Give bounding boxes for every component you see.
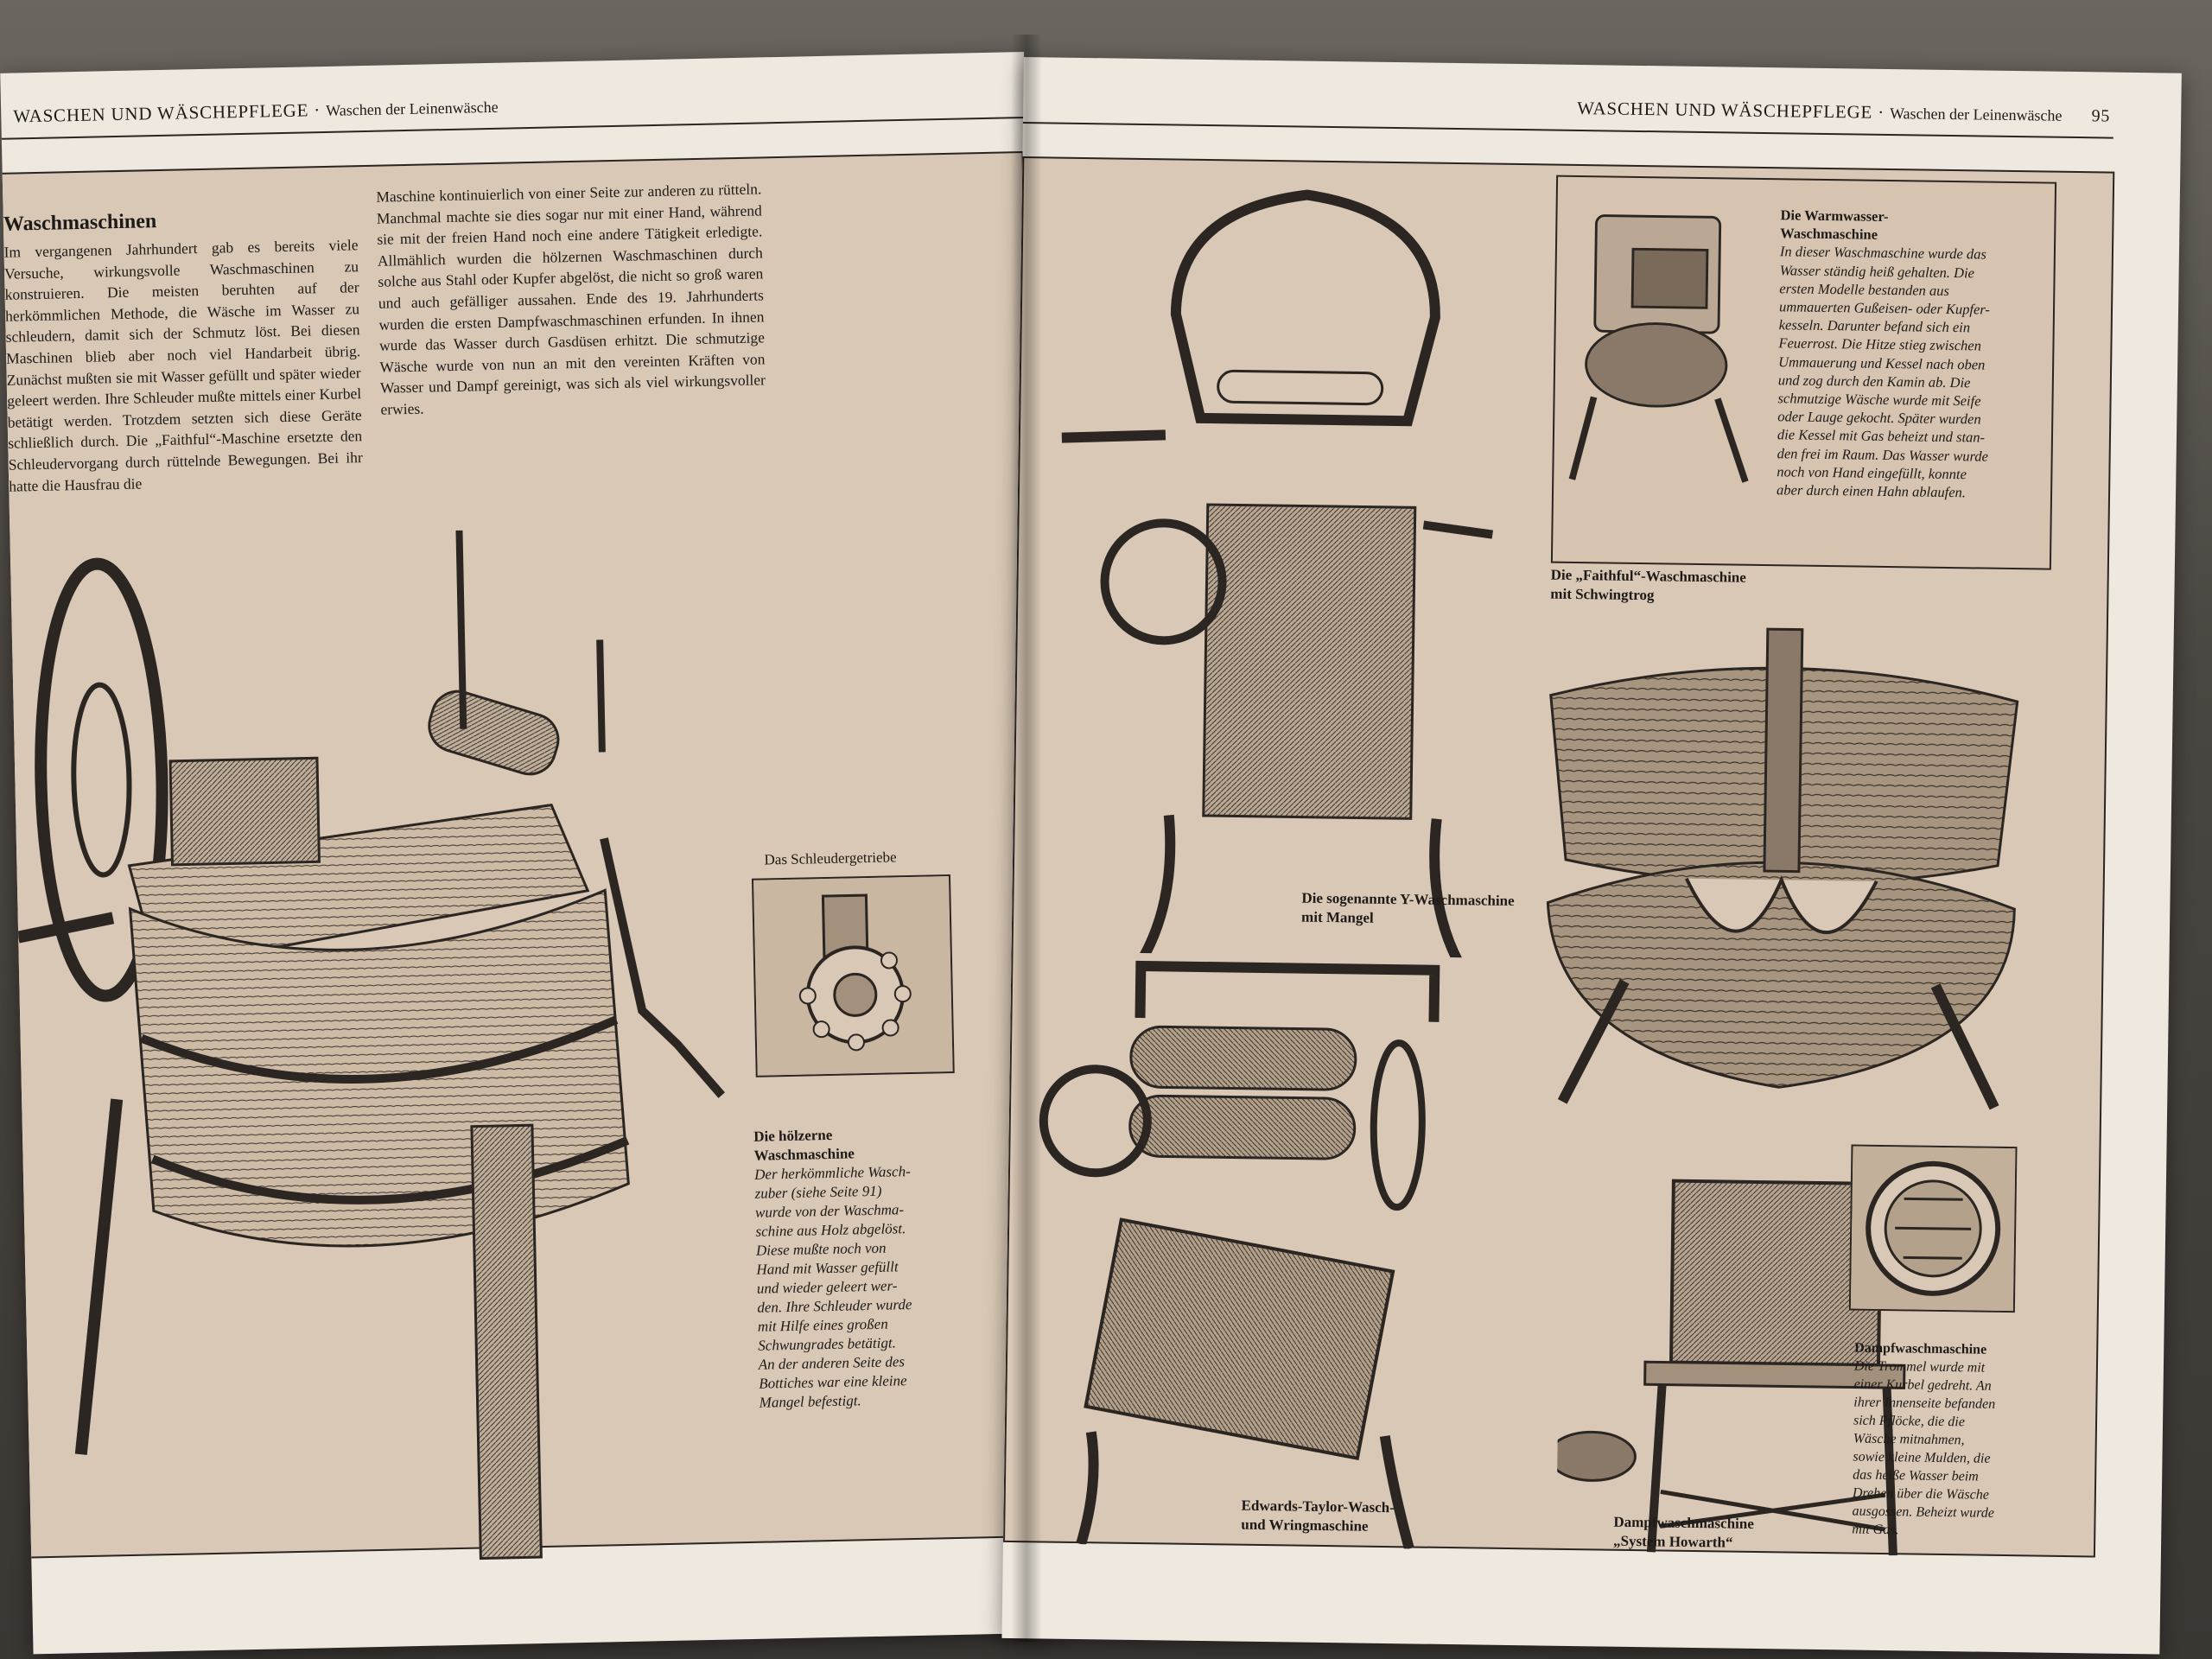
caption-body-line: und wieder geleert wer-	[756, 1277, 898, 1297]
caption-body-line: kesseln. Darunter befand sich ein	[1778, 316, 1971, 336]
caption-body-line: und zog durch den Kamin ab. Die	[1777, 372, 1971, 391]
caption-body-line: noch von Hand eingefüllt, konnte	[1777, 463, 1967, 483]
caption-body-line: das heiße Wasser beim	[1853, 1467, 1979, 1484]
caption-title-line: Edwards-Taylor-Wasch-	[1241, 1497, 1395, 1516]
caption-body-line: Schwungrades betätigt.	[758, 1334, 897, 1354]
caption-title-line: Die hölzerne	[753, 1126, 833, 1145]
caption-title-line: Dampfwaschmaschine	[1854, 1340, 1987, 1357]
gear-illustration	[752, 874, 955, 1077]
edwards-taylor-illustration	[1029, 947, 1522, 1550]
caption-body-line: sowie kleine Mulden, die	[1853, 1449, 1991, 1466]
caption-title-line: Die „Faithful“-Waschmaschine	[1550, 566, 1747, 586]
caption-body-line: Hand mit Wasser gefüllt	[756, 1258, 899, 1278]
caption-body-line: Bottiches war eine kleine	[759, 1372, 907, 1392]
wooden-machine-caption	[753, 1122, 984, 1412]
book-gutter	[1011, 35, 1042, 1642]
warmwasser-caption	[1777, 206, 2044, 502]
caption-body-line: Drehen über die Wäsche	[1852, 1485, 1990, 1503]
caption-title-line: und Wringmaschine	[1241, 1516, 1369, 1535]
caption-body-line: wurde von der Waschma-	[754, 1201, 905, 1221]
y-washing-machine-illustration	[1038, 156, 1533, 958]
dampf-caption	[1852, 1339, 2036, 1541]
caption-title-line: mit Schwingtrog	[1550, 585, 1655, 604]
howarth-caption	[1613, 1513, 1873, 1554]
caption-body-line: ersten Modelle bestanden aus	[1779, 280, 1950, 299]
right-running-head	[1577, 98, 2110, 127]
edwards-caption	[1241, 1497, 1501, 1538]
wooden-washing-machine-illustration	[10, 524, 749, 1576]
gear-caption-title: Das Schleudergetriebe	[764, 849, 897, 868]
body-column-1: Im vergangenen Jahrhundert gab es bereits viele Versuche, wirkungsvolle Waschmaschinen zu konstruieren. Die meisten beruhten auf der herkömmlichen Methode, die Wäsche im Wasser zu schleudern, damit sich der Schmutz löst. Bei diesen Maschinen blieb aber noch viel Handarbeit übrig. Zunächst mußten sie mit Wasser gefüllt und später wieder geleert werden. Ihre Schleuder mußte mittels einer Kurbel betätigt werden. Trotzdem setzten sich diese Geräte schließlich durch. Die „Faithful“-Maschine ersetzte den Schleudervorgang durch rüttelnde Bewegungen. Bei ihr hatte die Hausfrau die	[3, 236, 363, 495]
warmwasser-box	[1551, 175, 2056, 570]
caption-body-line: Feuerrost. Die Hitze stieg zwischen	[1778, 334, 1982, 354]
caption-body-line: zuber (siehe Seite 91)	[754, 1182, 882, 1202]
caption-title-line: Dampfwaschmaschine	[1613, 1513, 1754, 1532]
drum-detail-illustration	[1849, 1144, 2018, 1313]
caption-body-line: Ummauerung und Kessel nach oben	[1778, 353, 1986, 373]
running-head-separator: ·	[1878, 101, 1885, 123]
caption-body-line: die Kessel mit Gas beheizt und stan-	[1777, 426, 1986, 447]
page-number: 95	[2091, 106, 2111, 126]
caption-body-line: Der herkömmliche Wasch-	[753, 1163, 911, 1183]
caption-body-line: aber durch einen Hahn ablaufen.	[1776, 481, 1967, 501]
caption-body-line: Diese mußte noch von	[755, 1239, 887, 1259]
caption-body-line: Die Trommel wurde mit	[1853, 1358, 1986, 1376]
caption-body-line: sich Pflöcke, die die	[1853, 1413, 1966, 1430]
caption-body-line: den frei im Raum. Das Wasser wurde	[1777, 444, 1989, 465]
faithful-machine-illustration	[1528, 600, 2036, 1125]
running-head-chapter: Waschen der Leinenwäsche	[325, 98, 499, 119]
left-running-head	[13, 96, 499, 128]
caption-body-line: Wäsche mitnahmen,	[1853, 1431, 1965, 1448]
caption-body-line: Wasser ständig heiß gehalten. Die	[1779, 261, 1975, 281]
running-head-separator: ·	[314, 99, 321, 121]
body-column-2: Maschine kontinuierlich von einer Seite zur anderen zu rütteln. Manchmal machte sie dies sogar nur mit einer Hand, während sie mit der freien Hand noch eine andere Tätigkeit erledigte. Allmählich wurden die hölzernen Waschmaschinen durch solche aus Stahl oder Kupfer abgelöst, die nicht so groß waren und auch gefälliger aussahen. Ende des 19. Jahrhunderts wurden die ersten Dampfwaschmaschinen erfunden. In ihnen wurde das Wasser durch Gasdüsen erhitzt. Die schmutzige Wäsche wurde von nun an mit den vereinten Kräften von Wasser und Dampf gereinigt, was sich als viel wirkungsvoller erwies.	[376, 180, 766, 418]
caption-body-line: ihrer Innenseite befanden	[1853, 1395, 1996, 1412]
right-page	[1001, 57, 2181, 1655]
running-head-section: WASCHEN UND WÄSCHEPFLEGE	[1577, 97, 1873, 123]
caption-title-line: mit Mangel	[1301, 908, 1374, 926]
caption-body-line: ausgossen. Beheizt wurde	[1852, 1503, 1994, 1521]
page-heading: Waschmaschinen	[3, 210, 157, 236]
caption-title-line: „System Howarth“	[1612, 1532, 1733, 1551]
left-page	[0, 52, 1057, 1654]
caption-body-line: oder Lauge gekocht. Später wurden	[1777, 408, 1981, 428]
caption-title-line: Waschmaschine	[1780, 225, 1878, 244]
caption-body-line: Mangel befestigt.	[759, 1392, 861, 1411]
caption-body-line: schmutzige Wäsche wurde mit Seife	[1777, 390, 1981, 410]
caption-body-line: den. Ihre Schleuder wurde	[757, 1296, 912, 1316]
caption-title-line: Waschmaschine	[753, 1145, 855, 1164]
caption-body-line: mit Gas.	[1852, 1522, 1899, 1538]
caption-body-line: In dieser Waschmaschine wurde das	[1779, 243, 1986, 263]
running-head-section: WASCHEN UND WÄSCHEPFLEGE	[13, 99, 309, 127]
caption-title-line: Die sogenannte Y-Waschmaschine	[1301, 889, 1515, 910]
caption-body-line: schine aus Holz abgelöst.	[755, 1220, 906, 1240]
caption-body-line: einer Kurbel gedreht. An	[1853, 1376, 1992, 1394]
caption-body-line: ummauerten Gußeisen- oder Kupfer-	[1778, 298, 1991, 318]
running-head-chapter: Waschen der Leinenwäsche	[1889, 104, 2063, 124]
caption-body-line: mit Hilfe eines großen	[757, 1315, 888, 1335]
caption-body-line: An der anderen Seite des	[758, 1353, 906, 1373]
caption-title-line: Die Warmwasser-	[1780, 207, 1889, 225]
